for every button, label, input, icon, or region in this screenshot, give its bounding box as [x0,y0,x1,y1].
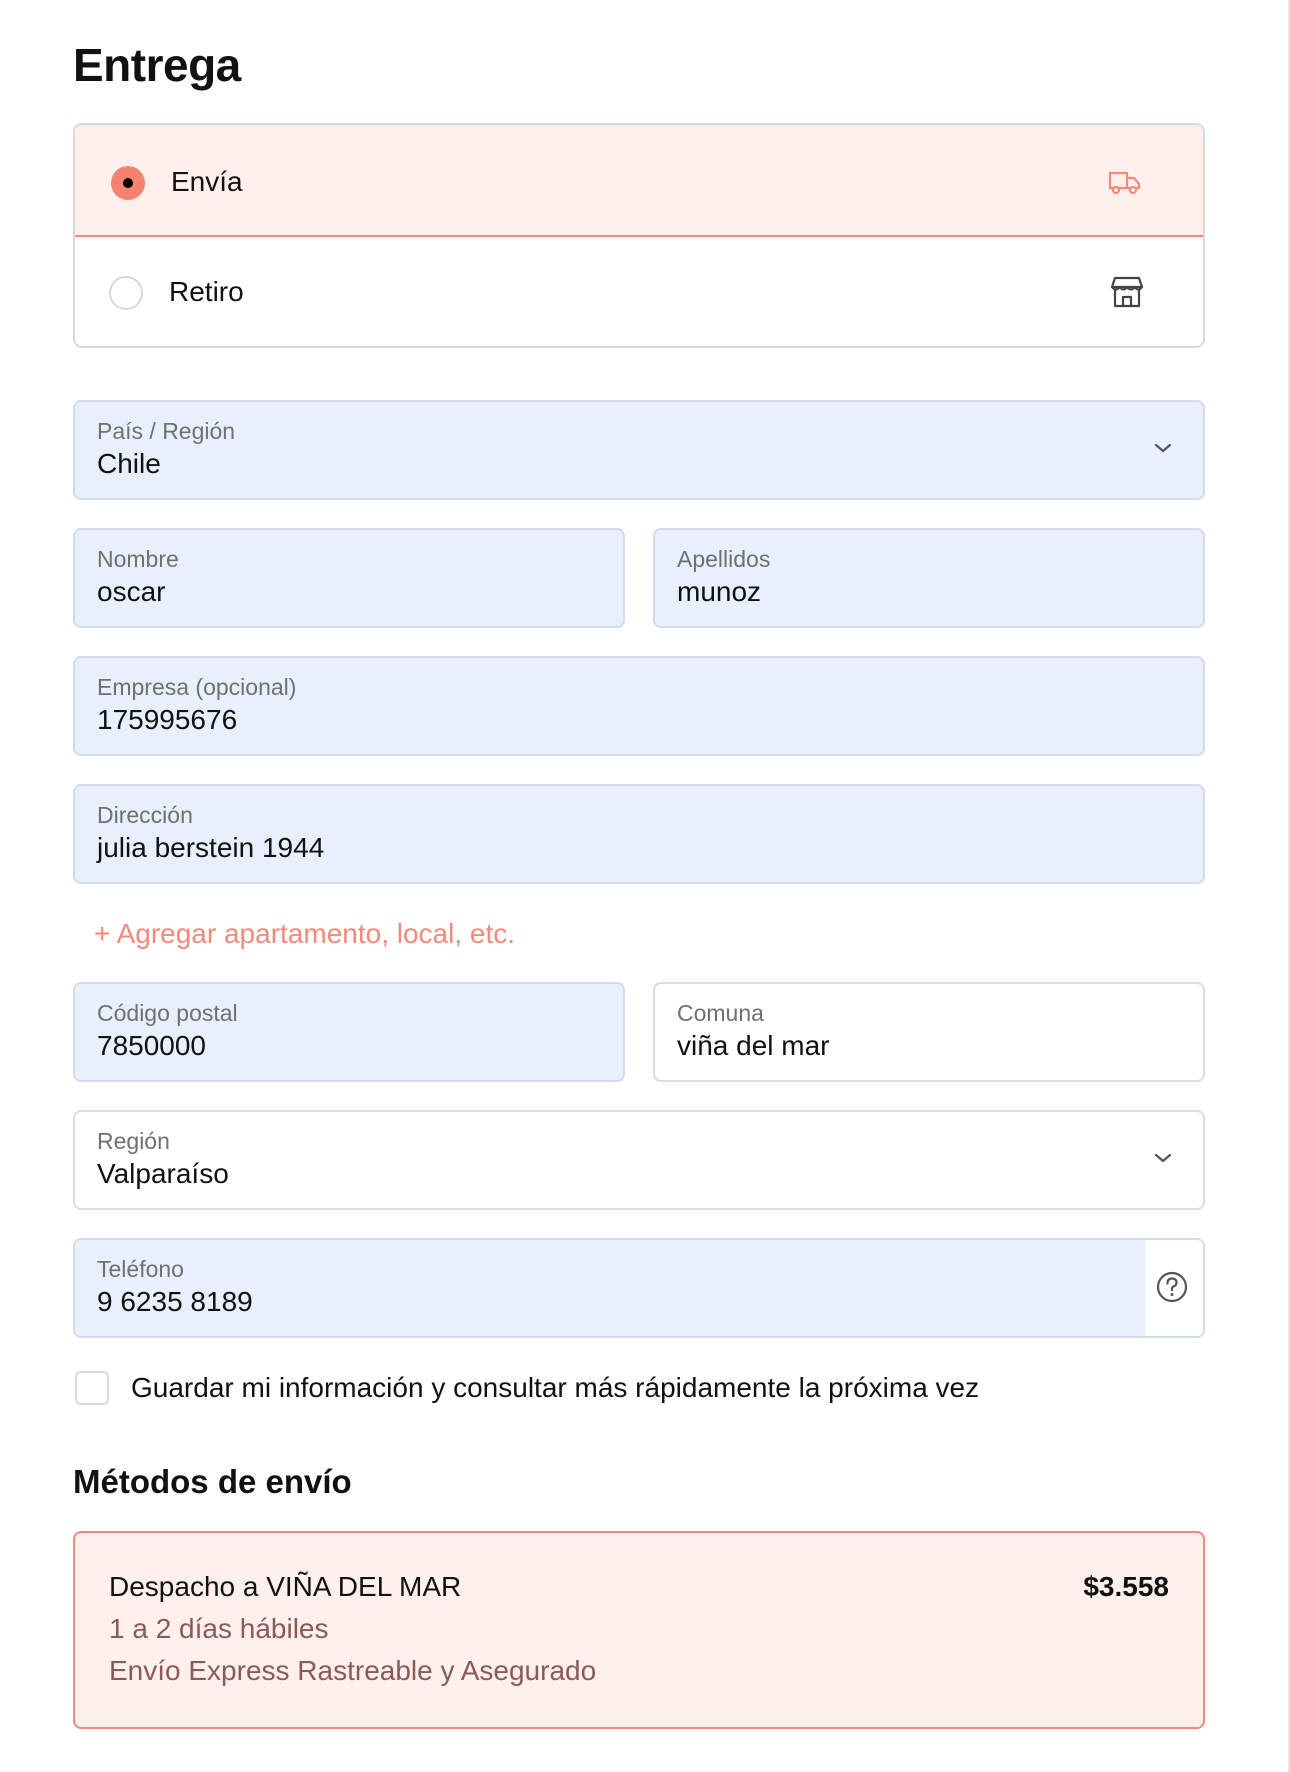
region-label: Región [97,1128,170,1154]
address-label: Dirección [97,802,193,828]
radio-pickup[interactable] [109,276,143,310]
phone-label: Teléfono [97,1256,184,1282]
phone-help-area [1145,1240,1203,1336]
company-label: Empresa (opcional) [97,674,297,700]
shipping-method-description: Envío Express Rastreable y Asegurado [109,1655,597,1686]
last-name-value: munoz [677,576,762,607]
address-field[interactable] [73,784,1205,884]
truck-icon [1105,162,1145,202]
delivery-title: Entrega [73,39,241,91]
shipping-method-eta: 1 a 2 días hábiles [109,1613,329,1644]
add-apartment-link[interactable]: + Agregar apartamento, local, etc. [94,918,516,949]
last-name-field[interactable] [653,528,1205,628]
first-name-value: oscar [97,576,166,607]
postal-code-value: 7850000 [97,1030,207,1061]
shipping-method-price: $3.558 [1083,1571,1169,1602]
phone-value: 9 6235 8189 [97,1286,253,1317]
delivery-options [73,123,1205,348]
comuna-field[interactable] [653,982,1205,1082]
shipping-method-option[interactable] [73,1531,1205,1729]
delivery-option-pickup-label: Retiro [169,276,244,307]
comuna-value: viña del mar [677,1030,830,1061]
delivery-option-ship-label: Envía [171,166,243,197]
country-select[interactable] [73,400,1205,500]
company-value: 175995676 [97,704,238,735]
country-value: Chile [97,448,161,479]
region-value: Valparaíso [97,1158,229,1189]
first-name-field[interactable] [73,528,625,628]
company-field[interactable] [73,656,1205,756]
country-label: País / Región [97,418,236,444]
store-icon [1107,272,1147,312]
phone-field[interactable] [73,1238,1205,1338]
delivery-option-pickup[interactable] [75,237,1203,348]
help-circle-icon[interactable] [1155,1270,1189,1304]
shipping-method-name: Despacho a VIÑA DEL MAR [109,1571,462,1602]
save-info-checkbox[interactable] [75,1371,109,1405]
save-info-label[interactable]: Guardar mi información y consultar más rápidamente la próxima vez [131,1372,980,1403]
delivery-option-ship[interactable] [73,123,1205,237]
chevron-down-icon [1153,442,1173,454]
shipping-methods-title: Métodos de envío [73,1463,352,1500]
radio-ship[interactable] [111,166,145,200]
region-select[interactable] [73,1110,1205,1210]
address-value: julia berstein 1944 [97,832,325,863]
first-name-label: Nombre [97,546,179,572]
postal-code-label: Código postal [97,1000,238,1026]
comuna-label: Comuna [677,1000,764,1026]
chevron-down-icon [1153,1152,1173,1164]
last-name-label: Apellidos [677,546,771,572]
postal-code-field[interactable] [73,982,625,1082]
